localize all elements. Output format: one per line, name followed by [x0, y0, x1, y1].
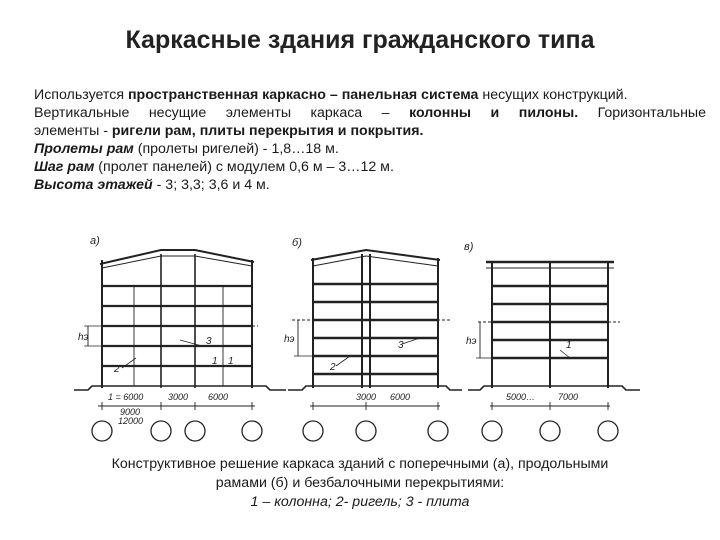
text-run-bold: ригели рам, плиты перекрытия и покрытия. [111, 123, 424, 139]
text-run: элементы - [34, 123, 112, 139]
figure-caption [40, 455, 680, 512]
panel-a-height-label: hэ [78, 332, 89, 343]
text-run: Горизонтальные [578, 105, 706, 121]
text-run-bold: колонны и пилоны. [409, 105, 579, 121]
spec-text: (пролет панелей) с модулем 0,6 м – 3…12 м. [94, 159, 394, 175]
panel-a-dim-1: 1 = 6000 [108, 392, 144, 402]
panel-b-dim-1: 3000 [356, 392, 377, 402]
panel-b-dim-2: 6000 [390, 392, 411, 402]
spec-label: Шаг рам [34, 159, 95, 175]
panel-a-dim-3: 6000 [208, 392, 229, 402]
paragraph-line-2 [34, 104, 706, 122]
panel-b-label-3: 3 [398, 340, 404, 351]
panel-b-label-2: 2 [330, 362, 336, 373]
text-run: несущих конструкций. [478, 87, 628, 103]
spec-line-height [34, 176, 706, 194]
panel-a-dim-4: 9000 [120, 407, 141, 417]
panel-a-dim-5: 12000 [118, 416, 144, 426]
panel-a-dim-2: 3000 [168, 392, 189, 402]
slide-title: Каркасные здания гражданского типа [125, 26, 595, 54]
paragraph-line-3 [34, 122, 706, 140]
panel-c-diagram [468, 262, 640, 441]
text-run: Используется [34, 87, 128, 103]
panel-c-height-label: hэ [466, 336, 477, 347]
panel-a-label-2: 2 [114, 364, 120, 375]
caption-line-1: Конструктивное решение каркаса зданий с поперечными (а), продольными [111, 456, 609, 472]
spec-text: - 3; 3,3; 3,6 и 4 м. [152, 177, 270, 193]
panel-a-label-3: 3 [206, 336, 212, 347]
text-run-bold: пространственная каркасно – панельная система [127, 87, 479, 103]
panel-b-letter: б) [292, 237, 302, 249]
panel-a-label-1b: 1 [228, 356, 234, 367]
panel-b-height-label: hэ [284, 334, 295, 345]
panel-b-diagram [288, 250, 462, 441]
panel-c-label-1: 1 [566, 340, 572, 351]
panel-a-diagram [74, 250, 286, 441]
spec-text: (пролеты ригелей) - 1,8…18 м. [133, 141, 339, 157]
caption-legend: 1 – колонна; 2- ригель; 3 - плита [250, 494, 470, 510]
spec-line-step [34, 158, 706, 176]
panel-c-dim-1: 5000… [506, 392, 536, 402]
panel-c-dim-2: 7000 [558, 392, 579, 402]
spec-label: Высота этажей [34, 177, 153, 193]
frame-diagrams-figure [60, 228, 660, 450]
body-text [34, 86, 706, 194]
caption-line-2: рамами (б) и безбалочными перекрытиями: [215, 475, 505, 491]
paragraph-line-1 [34, 86, 706, 104]
panel-c-letter: в) [464, 241, 474, 253]
panel-a-label-1: 1 [212, 356, 218, 367]
spec-label: Пролеты рам [34, 141, 134, 157]
panel-a-letter: а) [90, 235, 100, 247]
spec-line-spans [34, 140, 706, 158]
text-run: Вертикальные несущие элементы каркаса – [34, 105, 410, 121]
